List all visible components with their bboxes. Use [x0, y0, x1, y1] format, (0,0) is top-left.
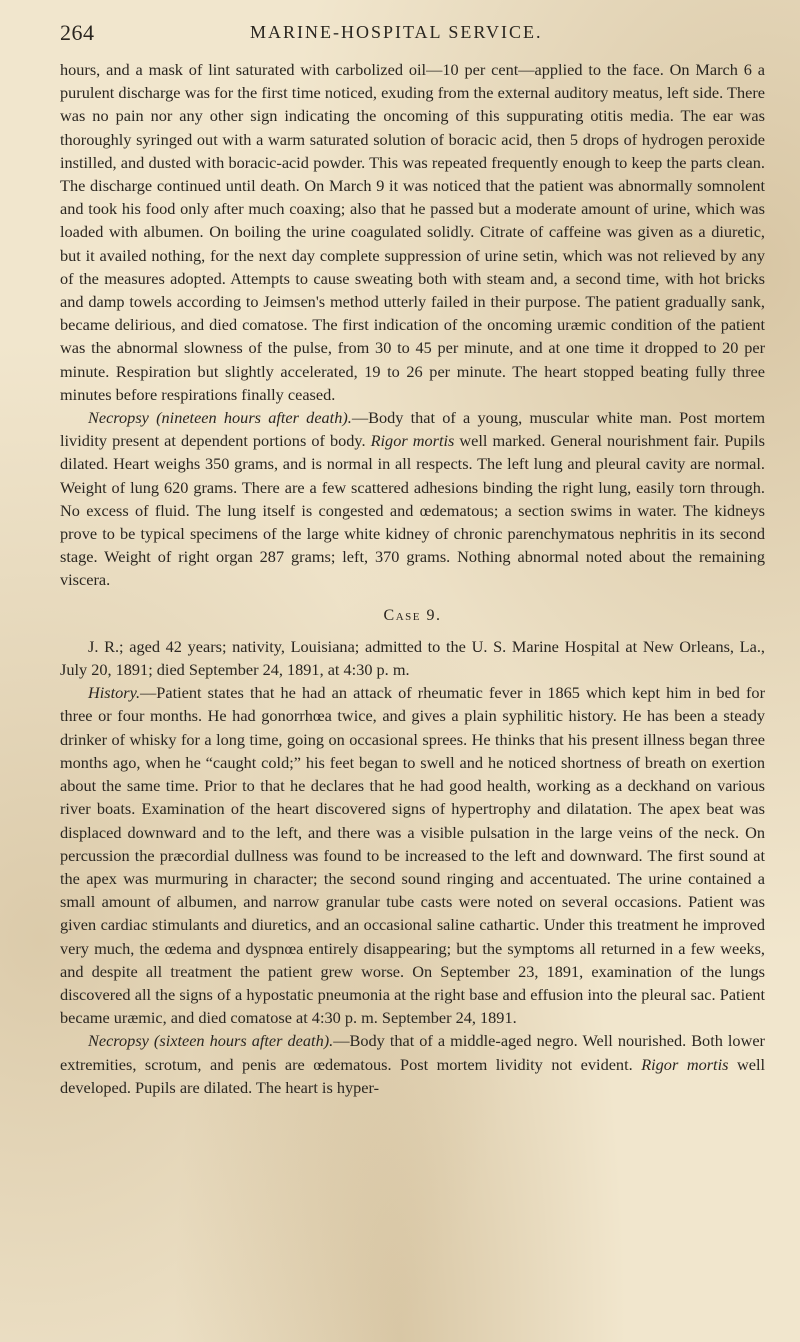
paragraph-continuation: hours, and a mask of lint saturated with carbolized oil—10 per cent—applied to the face. On March 6 a purulent discharge was for the first time noticed, exuding from the external auditory meatus, left side. There was no pain nor any other sign indicating the oncoming of this suppurating otitis media. The ear was thoroughly syringed out with a warm saturated solution of boracic acid, then 5 drops of hydrogen peroxide instilled, and dusted with boracic-acid powder. This was repeated frequently enough to keep the parts clean. The discharge continued until death. On March 9 it was noticed that the patient was abnormally somnolent and took his food only after much coaxing; also that he passed but a moderate amount of urine, which was loaded with albumen. On boiling the urine coagulated solidly. Citrate of caffeine was given as a diuretic, but it availed nothing, for the next day complete suppression of urine setin, which was not relieved by any of the measures adopted. Attempts to cause sweating both with steam and, a second time, with hot bricks and damp towels according to Jeimsen's method utterly failed in their purpose. The patient gradually sank, became delirious, and died comatose. The first indication of the oncoming uræmic condition of the patient was the abnormal slowness of the pulse, from 30 to 45 per minute, and at one time it dropped to 20 per minute. Respiration but slightly accelerated, 19 to 26 per minute. The heart stopped beating fully three minutes before respirations finally ceased. [60, 60, 765, 404]
history-lead: History. [88, 683, 141, 703]
rigor-mortis: Rigor mortis [370, 431, 455, 451]
paragraph-necropsy-case8 [60, 406, 765, 592]
necropsy-lead-2: Necropsy (sixteen hours after death). [88, 1031, 334, 1051]
page-header [60, 20, 740, 50]
running-head: MARINE-HOSPITAL SERVICE. [250, 22, 543, 42]
paragraph-necropsy-case9 [60, 1029, 765, 1099]
necropsy-text-2: —Body that of a middle-aged negro. Well nourished. Both lower extremities, scrotum, and penis are œdematous. Post mortem lividity not evident. [60, 1031, 765, 1074]
page-number: 264 [60, 20, 95, 45]
history-text: —Patient states that he had an attack of rheumatic fever in 1865 which kept him in bed for three or four months. He had gonorrhœa twice, and gives a plain syphilitic history. He has been a steady drinker of whisky for a long time, going on occasional sprees. He thinks that his present illness began three months ago, when he “caught cold;” his feet began to swell and he noticed shortness of breath on exertion about the same time. Prior to that he declares that he had good health, working as a deckhand on various river boats. Examination of the heart discovered signs of hypertrophy and dilatation. The apex beat was displaced downward and to the left, and there was a visible pulsation in the large veins of the neck. On percussion the præcordial dullness was found to be increased to the left and downward. The first sound at the apex was murmuring in character; the second sound ringing and accentuated. The urine contained a small amount of albumen, and narrow granular tube casts were noted on several occasions. Patient was given cardiac stimulants and diuretics, and an occasional saline cathartic. Under this treatment he improved very much, the œdema and dyspnœa entirely disappearing; but the symptoms all returned in a few weeks, and despite all treatment the patient grew worse. On September 23, 1891, examination of the lungs discovered all the signs of a hypostatic pneumonia at the right base and effusion into the pleural sac. Patient became uræmic, and died comatose at 4:30 p. m. September 24, 1891. [60, 683, 765, 1028]
necropsy-lead: Necropsy (nineteen hours after death). [88, 408, 352, 428]
rigor-mortis-2: Rigor mortis [641, 1054, 729, 1074]
case-heading: Case 9. [383, 606, 442, 624]
paragraph-history [60, 681, 765, 1029]
necropsy-text-2-tail: well developed. Pupils are dilated. The heart is hyper- [60, 1054, 765, 1097]
necropsy-text-tail: well marked. General nourishment fair. Pupils dilated. Heart weighs 350 grams, and is normal in all respects. The left lung and pleural cavity are normal. Weight of lung 620 grams. There are a few scattered adhesions binding the right lung, easily torn through. No excess of fluid. The lung itself is congested and œdematous; a section swims in water. The kidneys prove to be typical specimens of the large white kidney of chronic parenchymatous nephritis in its second stage. Weight of right organ 287 grams; left, 370 grams. Nothing abnormal noted about the remaining viscera. [60, 431, 766, 590]
necropsy-text: —Body that of a young, muscular white man. Post mortem lividity present at dependent portions of body. [60, 408, 765, 451]
page-body [60, 58, 765, 1099]
paragraph-case-intro: J. R.; aged 42 years; nativity, Louisiana; admitted to the U. S. Marine Hospital at New Orleans, La., July 20, 1891; died September 24, 1891, at 4:30 p. m. [60, 636, 765, 680]
